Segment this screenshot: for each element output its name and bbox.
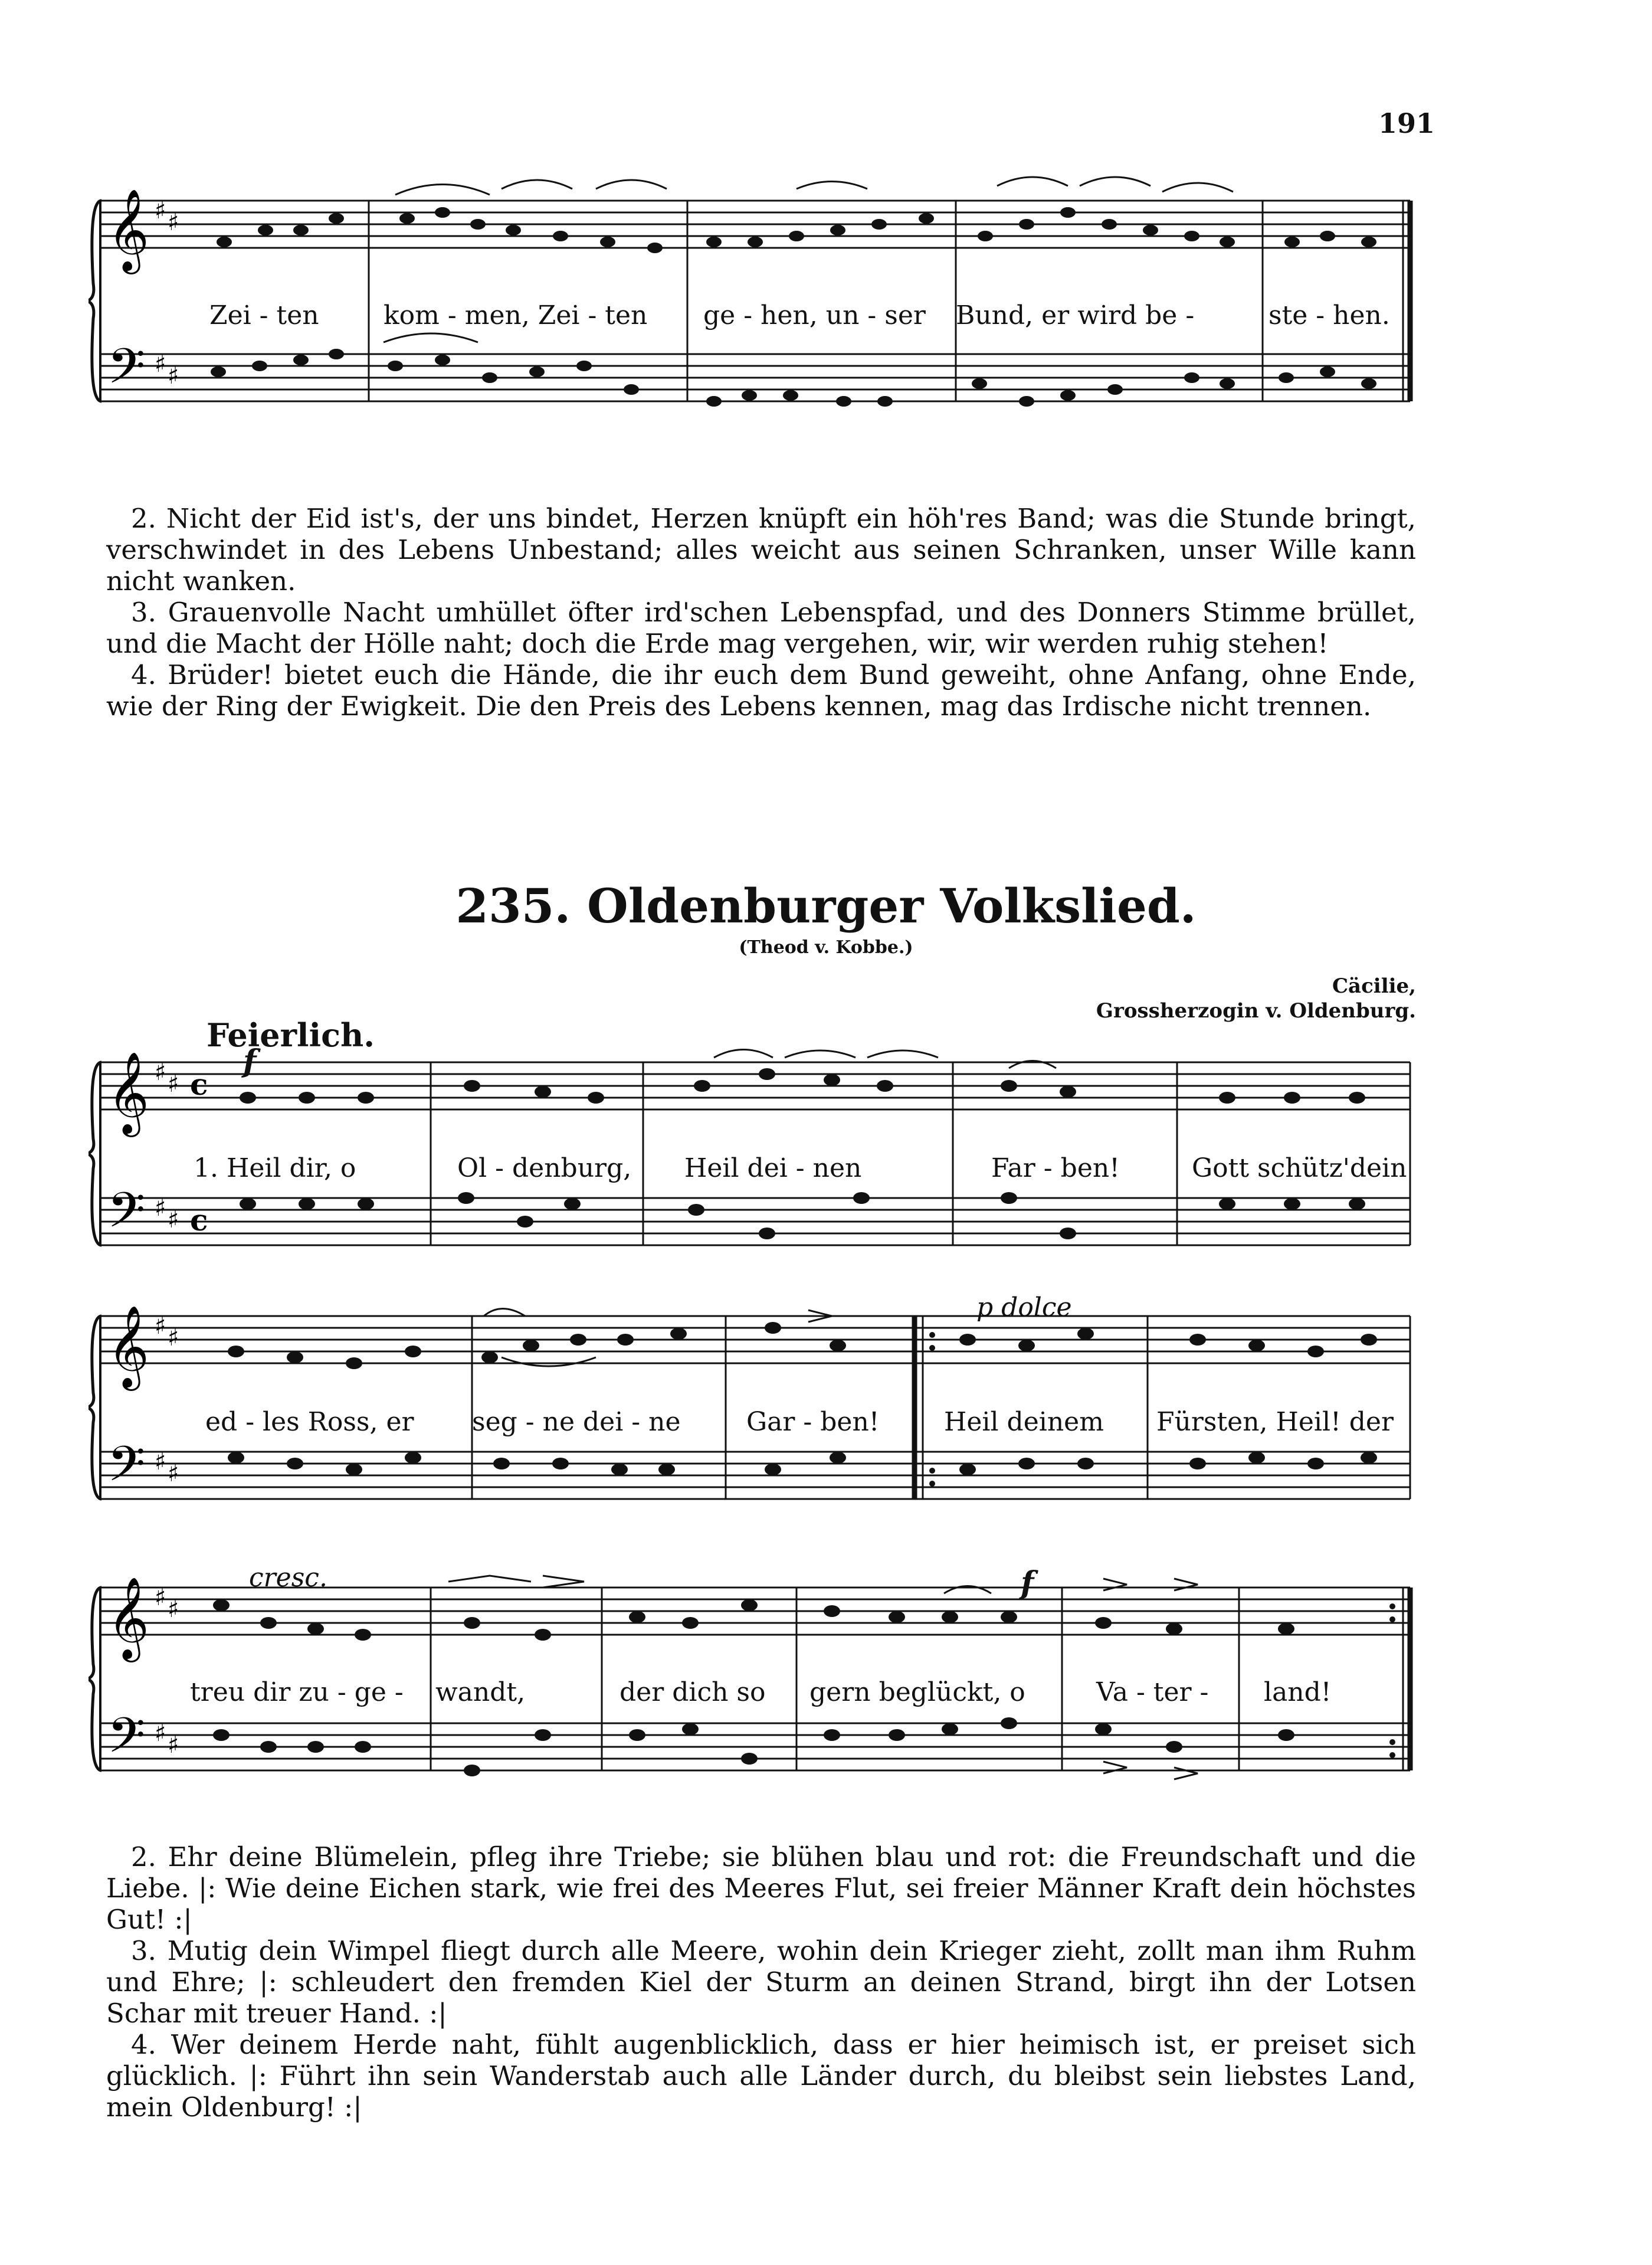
dynamic-crescendo: cresc. [249,1563,327,1593]
svg-text:𝄞: 𝄞 [107,1305,149,1387]
composer-title: Grossherzogin v. Oldenburg. [1096,999,1416,1023]
lyric-syllable: ste - hen. [1268,300,1390,330]
svg-text:𝄢: 𝄢 [107,1707,146,1776]
lyric-syllable: treu dir zu - ge - [190,1677,404,1707]
svg-text:♯: ♯ [155,1059,166,1086]
lyric-syllable: ed - les Ross, er [205,1407,414,1437]
verse-paragraph: 2. Ehr deine Blümelein, pfleg ihre Triebe; sie blühen blau und rot: die Freundschaft und die Liebe. |: Wie deine Eichen stark, wie frei des Meeres Flut, sei freier Männer Kraft dein höchstes Gut! :| [106,1841,1416,1935]
music-staff-graphic [88,1298,1416,1511]
svg-text:c: c [190,1203,208,1238]
lyric-syllable: land! [1264,1677,1332,1707]
lyric-syllable: Bund, er wird be - [956,300,1195,330]
lyric-syllable: Far - ben! [991,1153,1120,1183]
svg-text:♯: ♯ [168,1460,179,1487]
composer-name: Cäcilie, [1332,974,1416,998]
svg-text:♯: ♯ [155,197,166,224]
lyric-syllable: ge - hen, un - ser [703,300,926,330]
lyric-syllable: Gar - ben! [746,1407,880,1437]
tempo-marking: Feierlich. [206,1016,375,1054]
svg-text:c: c [190,1067,208,1102]
lyric-syllable: gern beglückt, o [809,1677,1025,1707]
lyric-syllable: Zei - ten [209,300,319,330]
lyric-syllable: seg - ne dei - ne [472,1407,681,1437]
svg-text:♯: ♯ [155,1312,166,1340]
previous-song-verses [106,503,1416,722]
lyric-syllable: Heil dei - nen [684,1153,862,1183]
svg-text:♯: ♯ [168,1071,179,1098]
svg-text:♯: ♯ [155,1584,166,1611]
svg-text:𝄢: 𝄢 [107,1181,146,1251]
verse-paragraph: 3. Mutig dein Wimpel fliegt durch alle Meere, wohin dein Krieger zieht, zollt man ihm Ruhm und Ehre; |: schleudert den fremden Kiel der Sturm an deinen Strand, birgt ihn der Lotsen Schar mit treuer Hand. :| [106,1935,1416,2029]
svg-text:𝄢: 𝄢 [107,1435,146,1504]
svg-text:♯: ♯ [168,209,179,236]
verse-paragraph: 4. Brüder! bietet euch die Hände, die ihr euch dem Bund geweiht, ohne Anfang, ohne Ende, wie der Ring der Ewigkeit. Die den Preis des Lebens kennen, mag das Irdische nicht trennen. [106,659,1416,722]
lyric-syllable: 1. Heil dir, o [194,1153,356,1183]
lyric-syllable: Va - ter - [1096,1677,1209,1707]
lyricist-credit: (Theod v. Kobbe.) [739,937,913,958]
lyric-syllable: Gott schütz'dein [1192,1153,1407,1183]
svg-text:♯: ♯ [155,351,166,378]
svg-text:♯: ♯ [155,1194,166,1222]
music-staff-graphic [88,1045,1416,1257]
svg-text:𝄞: 𝄞 [107,189,149,271]
dynamic-forte: f [243,1043,257,1079]
dynamic-forte: f [1021,1565,1034,1601]
lyric-syllable: Heil deinem [944,1407,1104,1437]
lyric-syllable: wandt, [435,1677,526,1707]
lyric-syllable: Fürsten, Heil! der [1156,1407,1394,1437]
composer-credit [1096,974,1416,1023]
verse-paragraph: 4. Wer deinem Herde naht, fühlt augenblicklich, dass er hier heimisch ist, er preiset sich glücklich. |: Führt ihn sein Wanderstab auch alle Länder durch, du bleibst sein liebstes Land, mein Oldenburg! :| [106,2029,1416,2123]
svg-text:♯: ♯ [168,362,179,389]
lyric-syllable: der dich so [620,1677,766,1707]
svg-text:♯: ♯ [168,1596,179,1623]
page-number: 191 [1378,107,1435,139]
music-system-1 [88,1045,1416,1257]
svg-text:𝄞: 𝄞 [107,1052,149,1134]
verse-paragraph: 3. Grauenvolle Nacht umhüllet öfter ird'schen Lebenspfad, und des Donners Stimme brüllet, und die Macht der Hölle naht; doch die Erde mag vergehen, wir, wir werden ruhig stehen! [106,597,1416,659]
verse-paragraph: 2. Nicht der Eid ist's, der uns bindet, Herzen knüpft ein höh'res Band; was die Stunde bringt, verschwindet in des Lebens Unbestand; alles weicht aus seinen Schranken, unser Wille kann nicht wanken. [106,503,1416,597]
lyric-syllable: kom - men, Zei - ten [384,300,648,330]
svg-text:♯: ♯ [155,1720,166,1747]
svg-text:♯: ♯ [168,1206,179,1233]
song-verses [106,1841,1416,2123]
svg-text:♯: ♯ [168,1732,179,1759]
music-system-2 [88,1298,1416,1511]
dynamic-piano-dolce: p dolce [976,1292,1072,1323]
svg-text:♯: ♯ [155,1448,166,1475]
svg-text:𝄞: 𝄞 [107,1577,149,1659]
lyric-syllable: Ol - denburg, [457,1153,632,1183]
svg-text:𝄢: 𝄢 [107,338,146,407]
song-title: 235. Oldenburger Volkslied. [455,878,1197,934]
svg-text:♯: ♯ [168,1324,179,1351]
